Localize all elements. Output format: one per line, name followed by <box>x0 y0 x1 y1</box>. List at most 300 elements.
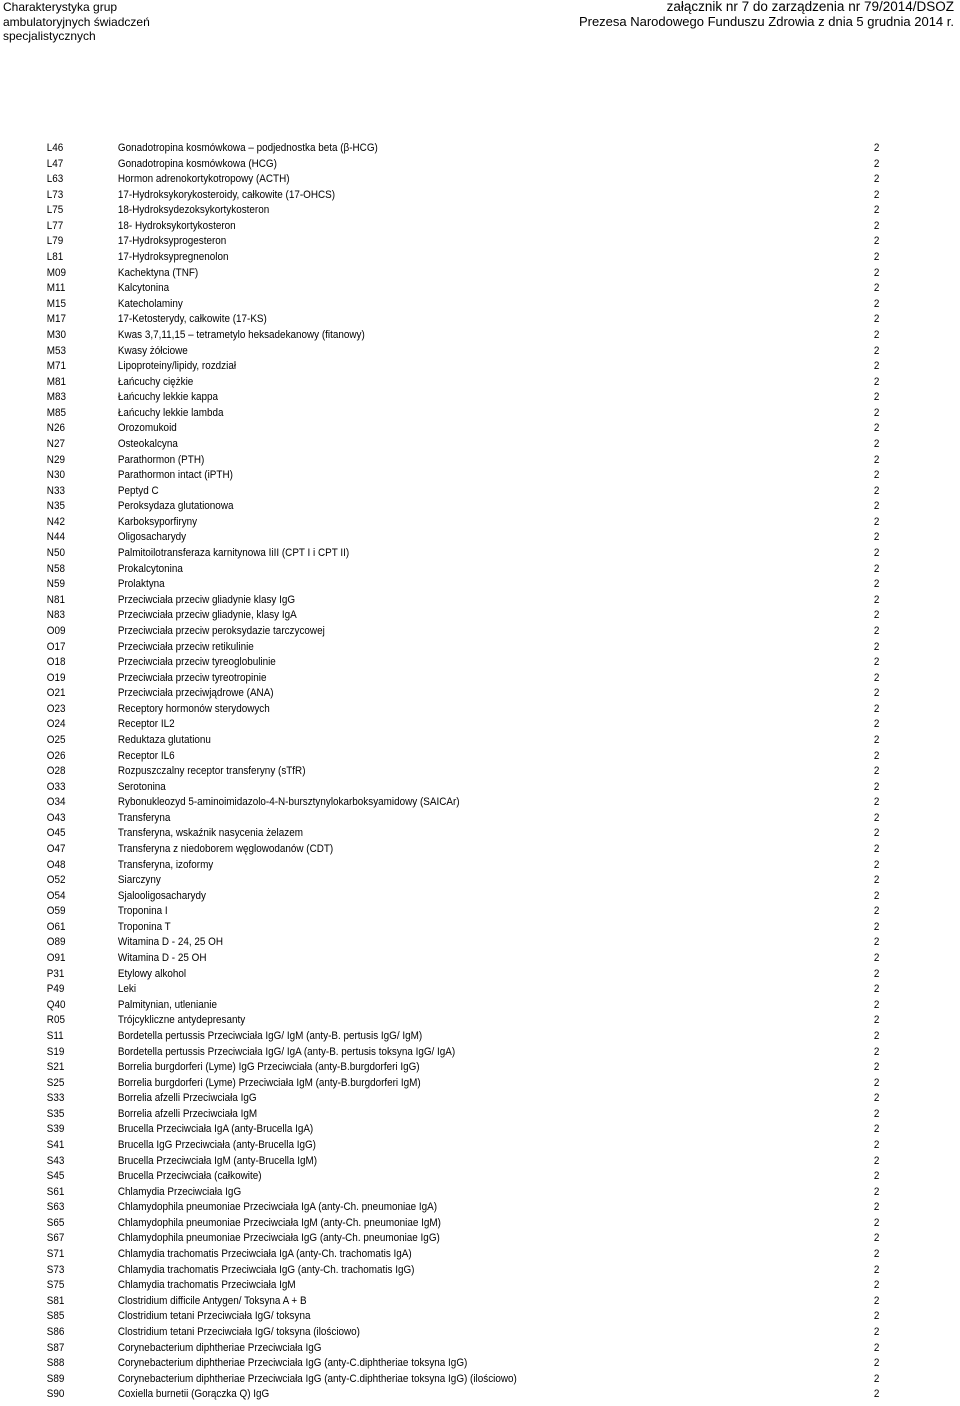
row-code: N42 <box>46 515 65 528</box>
row-code: N30 <box>46 469 65 482</box>
row-description: Przeciwciała przeciw gliadynie, klasy IgA <box>117 609 297 622</box>
row-description: Parathormon (PTH) <box>117 453 205 466</box>
row-value: 2 <box>873 157 880 170</box>
row-value: 2 <box>873 1014 880 1027</box>
row-value: 2 <box>873 469 880 482</box>
table-row <box>0 1138 960 1154</box>
row-value: 2 <box>873 1107 880 1120</box>
table-row <box>0 406 960 422</box>
table-row <box>0 1029 960 1045</box>
row-description: Chlamydia trachomatis Przeciwciała IgG (anty-Ch. trachomatis IgG) <box>117 1263 415 1276</box>
row-value: 2 <box>873 1232 880 1245</box>
row-description: Gonadotropina kosmówkowa (HCG) <box>117 157 277 170</box>
table-row <box>0 982 960 998</box>
row-value: 2 <box>873 889 880 902</box>
row-code: O25 <box>46 733 66 746</box>
table-row <box>0 1356 960 1372</box>
table-row <box>0 733 960 749</box>
table-row <box>0 359 960 375</box>
row-code: M17 <box>46 313 67 326</box>
row-value: 2 <box>873 702 880 715</box>
row-value: 2 <box>873 500 880 513</box>
row-description: Chlamydia trachomatis Przeciwciała IgA (anty-Ch. trachomatis IgA) <box>117 1248 412 1261</box>
row-value: 2 <box>873 609 880 622</box>
table-row <box>0 842 960 858</box>
row-value: 2 <box>873 578 880 591</box>
row-description: 18- Hydroksykortykosteron <box>117 219 236 232</box>
row-code: S71 <box>46 1248 65 1261</box>
row-code: N59 <box>46 578 65 591</box>
table-row <box>0 1387 960 1403</box>
row-code: O54 <box>46 889 66 902</box>
service-table <box>0 141 960 1403</box>
table-row <box>0 577 960 593</box>
table-row <box>0 1247 960 1263</box>
table-row <box>0 484 960 500</box>
table-row <box>0 421 960 437</box>
row-code: S63 <box>46 1201 65 1214</box>
row-description: Gonadotropina kosmówkowa – podjednostka beta (β-HCG) <box>117 142 378 154</box>
row-code: S19 <box>46 1045 65 1058</box>
row-code: S87 <box>46 1341 65 1354</box>
table-row <box>0 437 960 453</box>
row-code: L79 <box>46 235 64 248</box>
row-description: Osteokalcyna <box>117 437 178 450</box>
table-row <box>0 1372 960 1388</box>
row-code: P49 <box>46 983 65 996</box>
header-right-line-2: Prezesa Narodowego Funduszu Zdrowia z dnia 5 grudnia 2014 r. <box>578 13 954 29</box>
table-row <box>0 234 960 250</box>
row-code: N81 <box>46 593 65 606</box>
row-description: Chlamydia trachomatis Przeciwciała IgM <box>117 1279 296 1292</box>
table-row <box>0 219 960 235</box>
row-value: 2 <box>873 843 880 856</box>
table-row <box>0 530 960 546</box>
row-description: Rybonukleozyd 5-aminoimidazolo-4-N-bursztynylokarboksyamidowy (SAICAr) <box>117 796 460 809</box>
row-code: L81 <box>46 251 64 264</box>
table-row <box>0 1294 960 1310</box>
row-description: Transferyna, izoformy <box>117 858 214 871</box>
row-description: Łańcuchy lekkie kappa <box>117 391 219 404</box>
row-description: Etylowy alkohol <box>117 967 187 980</box>
row-value: 2 <box>873 328 880 341</box>
table-row <box>0 749 960 765</box>
row-description: Witamina D - 25 OH <box>117 952 207 965</box>
table-row <box>0 998 960 1014</box>
row-description: Clostridium tetani Przeciwciała IgG/ toksyna (ilościowo) <box>117 1325 360 1338</box>
row-code: O26 <box>46 749 66 762</box>
table-row <box>0 453 960 469</box>
row-code: S25 <box>46 1076 65 1089</box>
row-description: Palmitoilotransferaza karnitynowa IiII (CPT I i CPT II) <box>117 547 350 560</box>
row-code: S90 <box>46 1388 65 1401</box>
table-row <box>0 468 960 484</box>
table-row <box>0 1309 960 1325</box>
row-code: N44 <box>46 531 65 544</box>
row-value: 2 <box>873 624 880 637</box>
row-value: 2 <box>873 1310 880 1323</box>
row-value: 2 <box>873 515 880 528</box>
row-description: Parathormon intact (iPTH) <box>117 469 233 482</box>
table-row <box>0 967 960 983</box>
row-value: 2 <box>873 1325 880 1338</box>
row-description: Kwasy żółciowe <box>117 344 188 357</box>
row-code: O59 <box>46 905 66 918</box>
table-row <box>0 811 960 827</box>
row-description: Receptor IL2 <box>117 718 175 731</box>
row-description: Chlamydophila pneumoniae Przeciwciała IgM (anty-Ch. pneumoniae IgM) <box>117 1216 441 1229</box>
row-value: 2 <box>873 142 880 154</box>
table-row <box>0 686 960 702</box>
row-code: L77 <box>46 219 64 232</box>
table-row <box>0 344 960 360</box>
row-code: S45 <box>46 1170 65 1183</box>
table-row <box>0 1169 960 1185</box>
row-code: N50 <box>46 547 65 560</box>
row-description: Sjalooligosacharydy <box>117 889 206 902</box>
row-value: 2 <box>873 453 880 466</box>
row-value: 2 <box>873 1357 880 1370</box>
row-code: O17 <box>46 640 66 653</box>
row-description: Corynebacterium diphtheriae Przeciwciała IgG (anty-C.diphtheriae toksyna IgG) (ilościowo) <box>117 1372 517 1385</box>
row-description: Przeciwciała przeciwjądrowe (ANA) <box>117 687 274 700</box>
row-code: M15 <box>46 297 67 310</box>
row-value: 2 <box>873 484 880 497</box>
row-description: Kalcytonina <box>117 282 170 295</box>
table-row <box>0 390 960 406</box>
header-right <box>579 0 954 30</box>
table-row <box>0 858 960 874</box>
row-value: 2 <box>873 1092 880 1105</box>
header-left-line: Charakterystyka grup <box>3 0 118 14</box>
row-description: Troponina T <box>117 920 171 933</box>
table-row <box>0 1278 960 1294</box>
row-description: Troponina I <box>117 905 168 918</box>
row-value: 2 <box>873 1045 880 1058</box>
row-value: 2 <box>873 593 880 606</box>
table-row <box>0 1200 960 1216</box>
row-value: 2 <box>873 235 880 248</box>
row-code: P31 <box>46 967 65 980</box>
row-value: 2 <box>873 251 880 264</box>
row-code: O43 <box>46 811 66 824</box>
row-code: M85 <box>46 406 67 419</box>
row-code: O52 <box>46 874 66 887</box>
table-row <box>0 935 960 951</box>
row-description: Borrelia afzelli Przeciwciała IgM <box>117 1107 258 1120</box>
row-value: 2 <box>873 811 880 824</box>
table-row <box>0 1231 960 1247</box>
row-value: 2 <box>873 437 880 450</box>
row-description: Kachektyna (TNF) <box>117 266 199 279</box>
row-code: O21 <box>46 687 66 700</box>
row-code: M53 <box>46 344 67 357</box>
table-row <box>0 717 960 733</box>
row-value: 2 <box>873 780 880 793</box>
row-value: 2 <box>873 640 880 653</box>
row-value: 2 <box>873 858 880 871</box>
row-description: Lipoproteiny/lipidy, rozdział <box>117 360 237 373</box>
table-row <box>0 1216 960 1232</box>
row-description: Bordetella pertussis Przeciwciała IgG/ IgM (anty-B. pertusis IgG/ IgM) <box>117 1029 423 1042</box>
row-value: 2 <box>873 905 880 918</box>
row-description: Clostridium difficile Antygen/ Toksyna A + B <box>117 1294 307 1307</box>
row-code: L75 <box>46 204 64 217</box>
table-row <box>0 764 960 780</box>
row-code: L47 <box>46 157 64 170</box>
row-description: 18-Hydroksydezoksykortykosteron <box>117 204 270 217</box>
row-description: Witamina D - 24, 25 OH <box>117 936 223 949</box>
table-row <box>0 795 960 811</box>
row-description: Corynebacterium diphtheriae Przeciwciała IgG <box>117 1341 322 1354</box>
table-row <box>0 499 960 515</box>
row-value: 2 <box>873 1248 880 1261</box>
table-row <box>0 873 960 889</box>
row-description: Chlamydia Przeciwciała IgG <box>117 1185 242 1198</box>
table-row <box>0 1341 960 1357</box>
row-value: 2 <box>873 204 880 217</box>
row-description: Borrelia burgdorferi (Lyme) IgG Przeciwciała (anty-B.burgdorferi IgG) <box>117 1061 420 1074</box>
row-code: S39 <box>46 1123 65 1136</box>
row-code: O24 <box>46 718 66 731</box>
row-description: Przeciwciała przeciw tyreotropinie <box>117 671 267 684</box>
row-code: L63 <box>46 173 64 186</box>
table-row <box>0 1154 960 1170</box>
table-row <box>0 593 960 609</box>
header-left <box>3 0 150 44</box>
row-value: 2 <box>873 1341 880 1354</box>
table-row <box>0 172 960 188</box>
row-code: R05 <box>46 1014 65 1027</box>
row-code: S81 <box>46 1294 65 1307</box>
row-code: N26 <box>46 422 65 435</box>
row-description: Brucella Przeciwciała IgM (anty-Brucella IgM) <box>117 1154 318 1167</box>
row-description: Oligosacharydy <box>117 531 187 544</box>
table-row <box>0 515 960 531</box>
row-description: Prokalcytonina <box>117 562 183 575</box>
row-description: Przeciwciała przeciw peroksydazie tarczycowej <box>117 624 325 637</box>
row-value: 2 <box>873 266 880 279</box>
row-description: Corynebacterium diphtheriae Przeciwciała IgG (anty-C.diphtheriae toksyna IgG) <box>117 1357 468 1370</box>
row-code: O33 <box>46 780 66 793</box>
row-description: 17-Hydroksyprogesteron <box>117 235 227 248</box>
row-description: Przeciwciała przeciw gliadynie klasy IgG <box>117 593 296 606</box>
table-row <box>0 1076 960 1092</box>
row-description: Transferyna <box>117 811 171 824</box>
row-description: 17-Ketosterydy, całkowite (17-KS) <box>117 313 267 326</box>
row-description: Palmitynian, utlenianie <box>117 998 217 1011</box>
row-code: S73 <box>46 1263 65 1276</box>
table-row <box>0 1060 960 1076</box>
row-value: 2 <box>873 547 880 560</box>
table-row <box>0 889 960 905</box>
row-value: 2 <box>873 952 880 965</box>
table-row <box>0 546 960 562</box>
row-description: 17-Hydroksypregnenolon <box>117 251 229 264</box>
row-description: Brucella IgG Przeciwciała (anty-Brucella IgG) <box>117 1139 316 1151</box>
row-code: O48 <box>46 858 66 871</box>
row-value: 2 <box>873 422 880 435</box>
row-code: N27 <box>46 437 65 450</box>
row-description: Trójcykliczne antydepresanty <box>117 1014 246 1027</box>
row-value: 2 <box>873 360 880 373</box>
row-value: 2 <box>873 796 880 809</box>
row-description: Brucella Przeciwciała (całkowite) <box>117 1170 262 1183</box>
row-value: 2 <box>873 1216 880 1229</box>
table-row <box>0 312 960 328</box>
table-row <box>0 624 960 640</box>
row-value: 2 <box>873 1170 880 1183</box>
row-code: S61 <box>46 1185 65 1198</box>
table-row <box>0 904 960 920</box>
row-description: Karboksyporfiryny <box>117 515 198 528</box>
row-code: L73 <box>46 188 64 201</box>
table-row <box>0 780 960 796</box>
row-code: O34 <box>46 796 66 809</box>
row-code: S67 <box>46 1232 65 1245</box>
table-row <box>0 1122 960 1138</box>
row-code: O23 <box>46 702 66 715</box>
row-code: O61 <box>46 920 66 933</box>
row-code: S33 <box>46 1092 65 1105</box>
row-value: 2 <box>873 1139 880 1151</box>
row-description: Łańcuchy lekkie lambda <box>117 406 224 419</box>
row-value: 2 <box>873 1263 880 1276</box>
row-code: O45 <box>46 827 66 840</box>
row-value: 2 <box>873 1185 880 1198</box>
row-value: 2 <box>873 671 880 684</box>
row-value: 2 <box>873 967 880 980</box>
row-code: M71 <box>46 360 67 373</box>
row-code: O47 <box>46 843 66 856</box>
table-row <box>0 671 960 687</box>
row-description: 17-Hydroksykorykosteroidy, całkowite (17-OHCS) <box>117 188 336 201</box>
row-value: 2 <box>873 173 880 186</box>
row-value: 2 <box>873 406 880 419</box>
row-value: 2 <box>873 733 880 746</box>
row-value: 2 <box>873 282 880 295</box>
table-row <box>0 328 960 344</box>
row-code: O19 <box>46 671 66 684</box>
row-description: Kwas 3,7,11,15 – tetrametylo heksadekanowy (fitanowy) <box>117 328 365 341</box>
row-code: M30 <box>46 328 67 341</box>
row-description: Coxiella burnetii (Gorączka Q) IgG <box>117 1388 270 1401</box>
row-value: 2 <box>873 1279 880 1292</box>
row-value: 2 <box>873 1372 880 1385</box>
header-left-line: ambulatoryjnych świadczeń <box>3 14 150 29</box>
row-code: N35 <box>46 500 65 513</box>
row-description: Clostridium tetani Przeciwciała IgG/ toksyna <box>117 1310 311 1323</box>
row-code: O89 <box>46 936 66 949</box>
row-description: Chlamydophila pneumoniae Przeciwciała IgG (anty-Ch. pneumoniae IgG) <box>117 1232 440 1245</box>
table-row <box>0 1091 960 1107</box>
table-row <box>0 1263 960 1279</box>
row-description: Peroksydaza glutationowa <box>117 500 234 513</box>
row-description: Serotonina <box>117 780 166 793</box>
row-value: 2 <box>873 1029 880 1042</box>
row-code: S85 <box>46 1310 65 1323</box>
row-description: Katecholaminy <box>117 297 183 310</box>
table-row <box>0 702 960 718</box>
header-right-line-1: załącznik nr 7 do zarządzenia nr 79/2014/DSOZ <box>666 0 954 14</box>
row-code: L46 <box>46 142 64 154</box>
row-code: S35 <box>46 1107 65 1120</box>
table-row <box>0 608 960 624</box>
row-description: Reduktaza glutationu <box>117 733 211 746</box>
row-value: 2 <box>873 188 880 201</box>
row-code: O09 <box>46 624 66 637</box>
row-description: Przeciwciała przeciw tyreoglobulinie <box>117 656 276 669</box>
row-code: M09 <box>46 266 67 279</box>
row-value: 2 <box>873 1294 880 1307</box>
table-row <box>0 157 960 173</box>
table-row <box>0 1107 960 1123</box>
row-description: Chlamydophila pneumoniae Przeciwciała IgA (anty-Ch. pneumoniae IgA) <box>117 1201 438 1214</box>
table-row <box>0 1045 960 1061</box>
row-code: N83 <box>46 609 65 622</box>
row-description: Orozomukoid <box>117 422 177 435</box>
row-value: 2 <box>873 827 880 840</box>
table-row <box>0 203 960 219</box>
row-value: 2 <box>873 344 880 357</box>
table-row <box>0 281 960 297</box>
row-value: 2 <box>873 874 880 887</box>
row-description: Bordetella pertussis Przeciwciała IgG/ IgA (anty-B. pertusis toksyna IgG/ IgA) <box>117 1045 456 1058</box>
row-code: O18 <box>46 656 66 669</box>
row-code: M83 <box>46 391 67 404</box>
row-value: 2 <box>873 749 880 762</box>
row-description: Leki <box>117 983 137 996</box>
row-description: Siarczyny <box>117 874 161 887</box>
row-code: N33 <box>46 484 65 497</box>
row-value: 2 <box>873 765 880 778</box>
row-code: S86 <box>46 1325 65 1338</box>
table-row <box>0 141 960 157</box>
table-row <box>0 655 960 671</box>
table-row <box>0 562 960 578</box>
row-code: N29 <box>46 453 65 466</box>
table-row <box>0 297 960 313</box>
row-code: O91 <box>46 952 66 965</box>
row-value: 2 <box>873 531 880 544</box>
row-code: S89 <box>46 1372 65 1385</box>
row-code: S11 <box>46 1029 64 1042</box>
row-value: 2 <box>873 718 880 731</box>
row-description: Transferyna, wskaźnik nasycenia żelazem <box>117 827 303 840</box>
row-value: 2 <box>873 297 880 310</box>
row-description: Borrelia burgdorferi (Lyme) Przeciwciała IgM (anty-B.burgdorferi IgM) <box>117 1076 421 1089</box>
table-row <box>0 1013 960 1029</box>
row-value: 2 <box>873 998 880 1011</box>
row-value: 2 <box>873 1154 880 1167</box>
row-description: Peptyd C <box>117 484 159 497</box>
row-code: M81 <box>46 375 67 388</box>
row-code: N58 <box>46 562 65 575</box>
table-row <box>0 1325 960 1341</box>
table-row <box>0 920 960 936</box>
row-code: S21 <box>46 1061 65 1074</box>
row-value: 2 <box>873 687 880 700</box>
row-description: Transferyna z niedoborem węglowodanów (CDT) <box>117 843 334 856</box>
row-value: 2 <box>873 983 880 996</box>
row-value: 2 <box>873 1123 880 1136</box>
row-value: 2 <box>873 219 880 232</box>
row-description: Brucella Przeciwciała IgA (anty-Brucella IgA) <box>117 1123 314 1136</box>
row-value: 2 <box>873 1061 880 1074</box>
table-row <box>0 826 960 842</box>
header-left-line: specjalistycznych <box>3 29 96 44</box>
row-description: Prolaktyna <box>117 578 165 591</box>
